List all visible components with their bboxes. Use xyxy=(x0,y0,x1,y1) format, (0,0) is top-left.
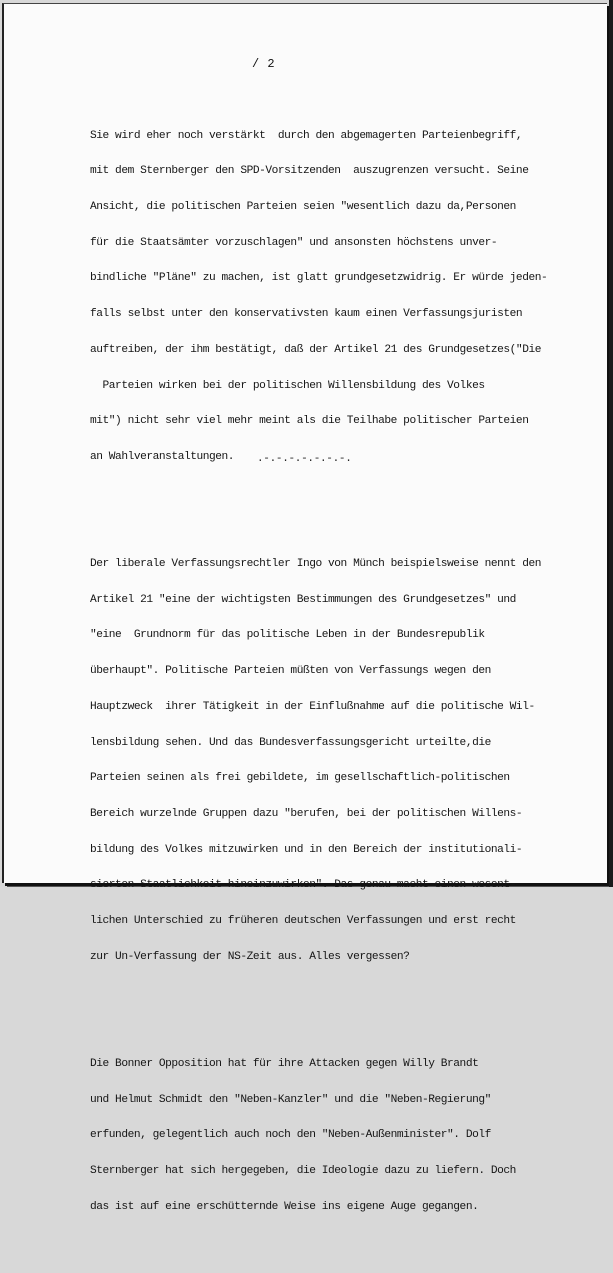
text-line: an Wahlveranstaltungen. xyxy=(90,450,235,463)
document-page xyxy=(2,3,607,1213)
text-line: Sie wird eher noch verstärkt durch den abgemagerten Parteienbegriff, xyxy=(90,129,523,142)
text-line: sierten Staatlichkeit hineinzuwirken". Das genau macht einen wesent- xyxy=(90,879,516,892)
text-line: mit") nicht sehr viel mehr meint als die Teilhabe politischer Parteien xyxy=(90,415,529,428)
text-line: falls selbst unter den konservativsten kaum einen Verfassungsjuristen xyxy=(90,308,523,321)
text-line: Bereich wurzelnde Gruppen dazu "berufen, bei der politischen Willens- xyxy=(90,808,523,820)
text-line: Parteien wirken bei der politischen Willensbildung des Volkes xyxy=(90,379,485,392)
paragraph-2 xyxy=(90,535,595,987)
scan-edge-shadow xyxy=(609,0,613,887)
text-line: Parteien seinen als frei gebildete, im gesellschaftlich-politischen xyxy=(90,772,510,785)
text-line: mit dem Sternberger den SPD-Vorsitzenden auszugrenzen versucht. Seine xyxy=(90,165,529,178)
text-line: lensbildung sehen. Und das Bundesverfassungsgericht urteilte,die xyxy=(90,736,491,749)
text-line: das ist auf eine erschütternde Weise ins eigene Auge gegangen. xyxy=(90,1200,479,1213)
text-line: für die Staatsämter vorzuschlagen" und ansonsten höchstens unver- xyxy=(90,236,498,249)
text-line: lichen Unterschied zu früheren deutschen Verfassungen und erst recht xyxy=(90,915,516,928)
text-line: Artikel 21 "eine der wichtigsten Bestimmungen des Grundgesetzes" und xyxy=(90,593,516,606)
end-separator: .-.-.-.-.-.-.-. xyxy=(257,453,352,465)
text-line: Der liberale Verfassungsrechtler Ingo von Münch beispielsweise nennt den xyxy=(90,558,541,571)
page-number: / 2 xyxy=(252,57,276,71)
text-line: Sternberger hat sich hergegeben, die Ideologie dazu zu liefern. Doch xyxy=(90,1165,516,1178)
text-line: und Helmut Schmidt den "Neben-Kanzler" und die "Neben-Regierung" xyxy=(90,1093,491,1106)
document-body xyxy=(90,83,595,1273)
text-line: auftreiben, der ihm bestätigt, daß der Artikel 21 des Grundgesetzes("Die xyxy=(90,343,541,356)
paragraph-1 xyxy=(90,107,595,488)
text-line: bildung des Volkes mitzuwirken und in den Bereich der institutionali- xyxy=(90,843,523,856)
text-line: überhaupt". Politische Parteien müßten von Verfassungs wegen den xyxy=(90,665,491,678)
text-line: Hauptzweck ihrer Tätigkeit in der Einflußnahme auf die politische Wil- xyxy=(90,700,535,713)
paragraph-3 xyxy=(90,1035,595,1237)
text-line: bindliche "Pläne" zu machen, ist glatt grundgesetzwidrig. Er würde jeden- xyxy=(90,272,548,285)
text-line: Ansicht, die politischen Parteien seien "wesentlich dazu da,Personen xyxy=(90,201,516,214)
text-line: zur Un-Verfassung der NS-Zeit aus. Alles vergessen? xyxy=(90,950,410,963)
text-line: Die Bonner Opposition hat für ihre Attacken gegen Willy Brandt xyxy=(90,1057,479,1070)
text-line: erfunden, gelegentlich auch noch den "Neben-Außenminister". Dolf xyxy=(90,1129,491,1142)
text-line: "eine Grundnorm für das politische Leben in der Bundesrepublik xyxy=(90,629,485,642)
